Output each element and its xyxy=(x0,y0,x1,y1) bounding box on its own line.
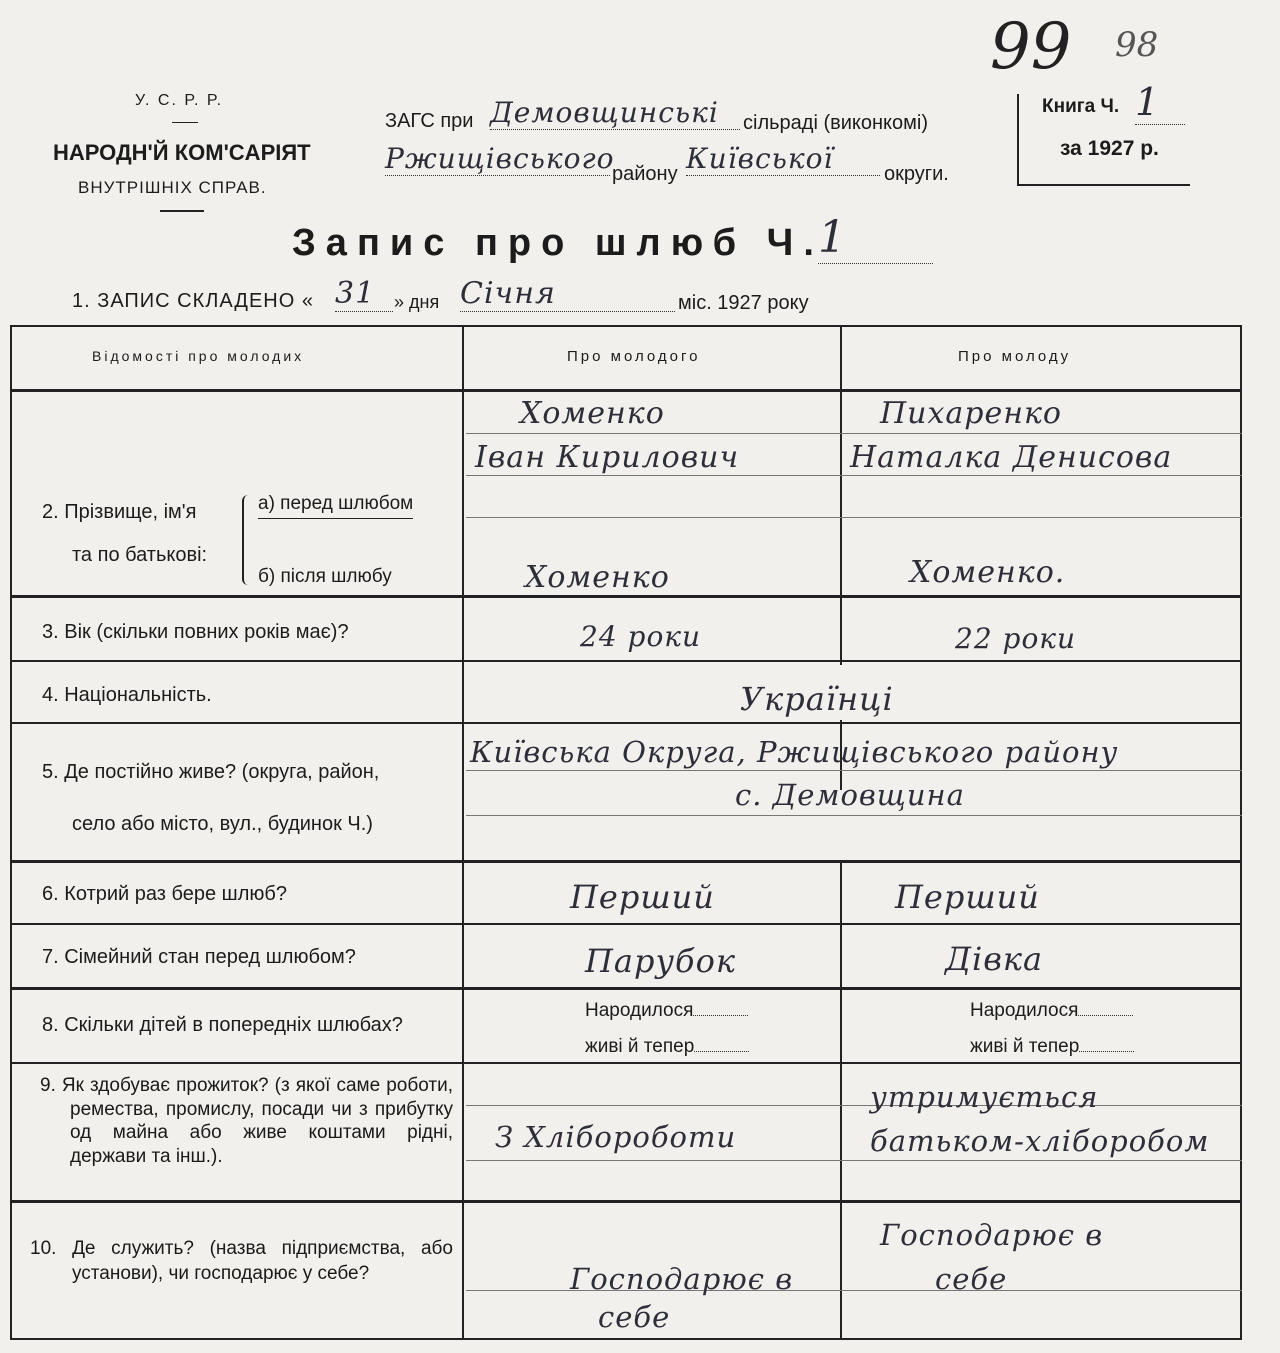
q2-label-2: та по батькові: xyxy=(72,544,208,566)
book-number: 1 xyxy=(1135,80,1185,125)
corner-number: 99 xyxy=(990,10,1072,84)
okruha-handwritten: Київської xyxy=(686,142,880,176)
groom-status: Парубок xyxy=(585,942,736,980)
groom-income: З Хлібороботи xyxy=(495,1120,737,1154)
zags-suffix: сільраді (виконкомі) xyxy=(743,112,928,134)
q3-label: 3. Вік (скільки повних років має)? xyxy=(42,621,349,643)
groom-children-alive xyxy=(585,1036,749,1058)
q5-label-1: 5. Де постійно живе? (округа, район, xyxy=(42,761,380,783)
year-label: за 1927 р. xyxy=(1060,137,1159,160)
header-info: Відомості про молодих xyxy=(92,348,305,364)
born-label: Народилося xyxy=(585,1000,694,1021)
divider xyxy=(160,210,204,212)
header-groom: Про молодого xyxy=(567,348,701,365)
q2-label-1: 2. Прізвище, ім'я xyxy=(42,501,197,523)
groom-workplace-2: себе xyxy=(598,1300,671,1334)
q4-label: 4. Національність. xyxy=(42,684,212,706)
zags-prefix: ЗАГС при xyxy=(385,110,474,132)
book-label: Книга Ч. xyxy=(1042,96,1120,117)
groom-children-born xyxy=(585,1000,748,1022)
brace xyxy=(242,495,252,585)
okruha-label: округи. xyxy=(884,163,949,185)
corner-number-2: 98 xyxy=(1115,25,1159,65)
groom-workplace-1: Господарює в xyxy=(570,1262,794,1296)
bride-children-born xyxy=(970,1000,1133,1022)
bride-age: 22 роки xyxy=(955,622,1077,655)
q7-label: 7. Сімейний стан перед шлюбом? xyxy=(42,946,356,968)
record-day: 31 xyxy=(335,276,393,312)
bride-name: Наталка Денисова xyxy=(850,440,1173,475)
ussr-label: У. С. Р. Р. xyxy=(135,92,224,109)
groom-age: 24 роки xyxy=(580,620,702,653)
groom-surname: Хоменко xyxy=(520,396,665,431)
bride-marriage-count: Перший xyxy=(895,878,1040,916)
residence-line-2: с. Демовщина xyxy=(735,778,965,812)
record-end: міс. 1927 року xyxy=(678,292,809,314)
q5-label-2: село або місто, вул., будинок Ч.) xyxy=(72,813,373,835)
bride-children-alive xyxy=(970,1036,1134,1058)
record-label: 1. ЗАПИС СКЛАДЕНО « xyxy=(72,290,314,312)
bride-after: Хоменко. xyxy=(910,555,1066,590)
divider xyxy=(172,122,198,123)
q2-before: а) перед шлюбом xyxy=(258,490,413,519)
residence-line-1: Київська Округа, Ржищівського району xyxy=(470,735,1119,769)
nationality: Українці xyxy=(740,680,894,718)
district-label: району xyxy=(612,163,678,185)
groom-marriage-count: Перший xyxy=(570,878,715,916)
q9-label: 9. Як здобуває прожиток? (з якої саме роботи, ремества, промислу, посади чи з прибутку од майна або живе коштами рідні, держави та інш.). xyxy=(40,1075,453,1167)
department-label: ВНУТРІШНІХ СПРАВ. xyxy=(78,178,267,197)
alive-label: живі й тепер xyxy=(585,1036,695,1057)
record-mid: » дня xyxy=(394,292,440,312)
bride-income-1: утримується xyxy=(870,1080,1099,1114)
bride-workplace-2: себе xyxy=(935,1262,1008,1296)
q10-label: 10. Де служить? (назва підприємства, або установи), чи господарює у себе? xyxy=(30,1238,453,1284)
bride-income-2: батьком-хліборобом xyxy=(870,1124,1210,1158)
record-month: Січня xyxy=(460,276,675,312)
zags-village: Демовщинські xyxy=(490,96,740,130)
groom-name: Іван Кирилович xyxy=(475,440,740,475)
alive-label: живі й тепер xyxy=(970,1036,1080,1057)
bride-workplace-1: Господарює в xyxy=(880,1218,1104,1252)
q8-label: 8. Скільки дітей в попередніх шлюбах? xyxy=(42,1014,403,1036)
district-handwritten: Ржищівського xyxy=(385,142,615,175)
q6-label: 6. Котрий раз бере шлюб? xyxy=(42,883,287,905)
header-bride: Про молоду xyxy=(958,348,1072,365)
q2-after: б) після шлюбу xyxy=(258,566,392,587)
record-number: 1 xyxy=(818,212,933,264)
born-label: Народилося xyxy=(970,1000,1079,1021)
groom-after: Хоменко xyxy=(525,560,670,595)
bride-status: Дівка xyxy=(945,940,1044,978)
commissariat-title: НАРОДН'Й КОМ'СAРІЯТ xyxy=(53,140,311,165)
page-title: Запис про шлюб Ч. xyxy=(292,222,824,264)
bride-surname: Пихаренко xyxy=(880,396,1062,431)
